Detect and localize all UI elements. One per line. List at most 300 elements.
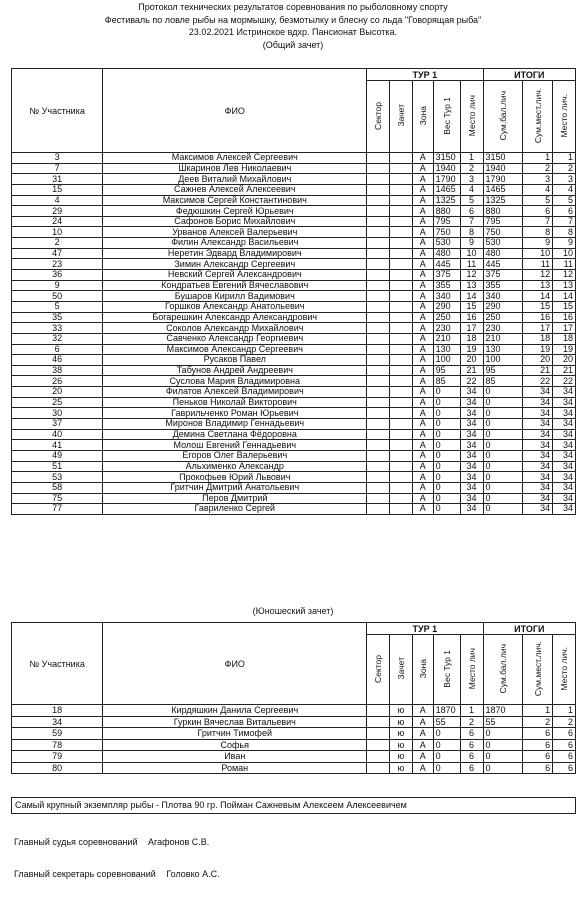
place-cell: 18 — [460, 333, 483, 344]
final-place-cell: 34 — [553, 429, 576, 440]
chief-secretary-label: Главный секретарь соревнований — [14, 869, 156, 879]
zachet-cell — [390, 408, 413, 419]
general-result-row — [12, 280, 576, 291]
junior-col-final-place-header: Место лич. — [553, 635, 576, 705]
weight-cell: 95 — [433, 365, 460, 376]
place-cell: 15 — [460, 301, 483, 312]
participant-number: 58 — [12, 482, 103, 493]
zachet-cell: ю — [390, 705, 413, 717]
general-result-row — [12, 344, 576, 355]
participant-name: Горшков Александр Анатольевич — [103, 301, 367, 312]
sector-cell — [367, 291, 390, 302]
sum-places-cell: 34 — [522, 482, 552, 493]
sum-points-cell: 0 — [483, 493, 522, 504]
junior-results-table — [11, 622, 576, 774]
weight-cell: 0 — [433, 440, 460, 451]
participant-name: Соколов Александр Михайлович — [103, 323, 367, 334]
general-result-row — [12, 493, 576, 504]
zachet-cell — [390, 397, 413, 408]
general-result-row — [12, 450, 576, 461]
junior-col-fio-header: ФИО — [103, 623, 367, 705]
place-cell: 34 — [460, 397, 483, 408]
participant-name: Гаврильченко Роман Юрьевич — [103, 408, 367, 419]
general-result-row — [12, 408, 576, 419]
participant-number: 15 — [12, 184, 103, 195]
final-place-cell: 6 — [553, 728, 576, 740]
participant-number: 51 — [12, 461, 103, 472]
sum-places-cell: 34 — [522, 493, 552, 504]
final-place-cell: 16 — [553, 312, 576, 323]
zachet-cell — [390, 323, 413, 334]
participant-name: Сажнев Алексей Алексеевич — [103, 184, 367, 195]
zone-cell: А — [412, 163, 433, 174]
zachet-cell — [390, 450, 413, 461]
sum-points-cell: 0 — [483, 504, 522, 515]
zone-cell: А — [412, 312, 433, 323]
final-place-cell: 14 — [553, 291, 576, 302]
final-place-cell: 34 — [553, 461, 576, 472]
place-cell: 34 — [460, 472, 483, 483]
final-place-cell: 6 — [553, 751, 576, 763]
sector-cell — [367, 461, 390, 472]
sector-cell — [367, 450, 390, 461]
sum-places-cell: 1 — [522, 153, 552, 164]
sector-cell — [367, 728, 390, 740]
final-place-cell: 18 — [553, 333, 576, 344]
place-cell: 10 — [460, 248, 483, 259]
participant-number: 5 — [12, 301, 103, 312]
weight-cell: 1940 — [433, 163, 460, 174]
zachet-cell — [390, 301, 413, 312]
weight-cell: 0 — [433, 504, 460, 515]
zachet-cell — [390, 227, 413, 238]
junior-col-zone-header: Зона — [412, 635, 433, 705]
weight-cell: 0 — [433, 751, 460, 763]
zachet-cell — [390, 355, 413, 366]
col-weight-header: Вес Тур 1 — [433, 81, 460, 153]
place-cell: 17 — [460, 323, 483, 334]
participant-number: 49 — [12, 450, 103, 461]
zone-cell: А — [412, 259, 433, 270]
sector-cell — [367, 195, 390, 206]
final-place-cell: 22 — [553, 376, 576, 387]
sum-points-cell: 340 — [483, 291, 522, 302]
sum-points-cell: 0 — [483, 728, 522, 740]
final-place-cell: 2 — [553, 163, 576, 174]
participant-number: 75 — [12, 493, 103, 504]
participant-name: Иван — [103, 751, 367, 763]
participant-number: 41 — [12, 440, 103, 451]
participant-number: 26 — [12, 376, 103, 387]
zachet-cell — [390, 461, 413, 472]
participant-name: Кондратьев Евгений Вячеславович — [103, 280, 367, 291]
participant-name: Федюшкин Сергей Юрьевич — [103, 206, 367, 217]
participant-name: Демина Светлана Фёдоровна — [103, 429, 367, 440]
participant-number: 46 — [12, 355, 103, 366]
participant-name: Савченко Александр Георгиевич — [103, 333, 367, 344]
sum-places-cell: 20 — [522, 355, 552, 366]
zachet-cell — [390, 163, 413, 174]
final-place-cell: 3 — [553, 174, 576, 185]
sum-places-cell: 34 — [522, 429, 552, 440]
zachet-cell — [390, 312, 413, 323]
sum-places-cell: 34 — [522, 450, 552, 461]
participant-name: Софья — [103, 739, 367, 751]
junior-col-sector-header: Сектор — [367, 635, 390, 705]
sum-places-cell: 9 — [522, 238, 552, 249]
participant-number: 50 — [12, 291, 103, 302]
participant-number: 33 — [12, 323, 103, 334]
zachet-cell: ю — [390, 751, 413, 763]
header-title: Протокол технических результатов соревнования по рыболовному спорту — [138, 2, 448, 12]
final-place-cell: 34 — [553, 472, 576, 483]
general-result-row — [12, 472, 576, 483]
sum-points-cell: 230 — [483, 323, 522, 334]
sector-cell — [367, 739, 390, 751]
sum-places-cell: 34 — [522, 461, 552, 472]
place-cell: 34 — [460, 493, 483, 504]
zone-cell: А — [412, 248, 433, 259]
participant-name: Перов Дмитрий — [103, 493, 367, 504]
sum-points-cell: 0 — [483, 482, 522, 493]
general-result-row — [12, 259, 576, 270]
general-result-row — [12, 216, 576, 227]
sector-cell — [367, 206, 390, 217]
final-place-cell: 20 — [553, 355, 576, 366]
final-place-cell: 34 — [553, 387, 576, 398]
zone-cell: А — [412, 461, 433, 472]
general-result-row — [12, 270, 576, 281]
final-place-cell: 8 — [553, 227, 576, 238]
zachet-cell — [390, 440, 413, 451]
participant-number: 10 — [12, 227, 103, 238]
zone-cell: А — [412, 270, 433, 281]
zone-cell: А — [412, 291, 433, 302]
final-place-cell: 4 — [553, 184, 576, 195]
final-place-cell: 15 — [553, 301, 576, 312]
participant-name: Русаков Павел — [103, 355, 367, 366]
sector-cell — [367, 355, 390, 366]
zone-cell: А — [412, 153, 433, 164]
sum-places-cell: 13 — [522, 280, 552, 291]
protocol-header — [0, 0, 586, 51]
general-result-row — [12, 301, 576, 312]
weight-cell: 0 — [433, 408, 460, 419]
sector-cell — [367, 408, 390, 419]
place-cell: 19 — [460, 344, 483, 355]
sum-places-cell: 14 — [522, 291, 552, 302]
zachet-cell — [390, 206, 413, 217]
col-sum-points-header: Сум.бал.лич — [483, 81, 522, 153]
place-cell: 14 — [460, 291, 483, 302]
col-place-header: Место лич — [460, 81, 483, 153]
participant-number: 4 — [12, 195, 103, 206]
participant-number: 6 — [12, 344, 103, 355]
sum-places-cell: 34 — [522, 397, 552, 408]
sector-cell — [367, 504, 390, 515]
participant-number: 7 — [12, 163, 103, 174]
place-cell: 6 — [460, 206, 483, 217]
sector-cell — [367, 301, 390, 312]
general-result-row — [12, 184, 576, 195]
place-cell: 6 — [460, 762, 483, 774]
zone-cell: А — [412, 238, 433, 249]
zone-cell: А — [412, 397, 433, 408]
weight-cell: 0 — [433, 482, 460, 493]
weight-cell: 880 — [433, 206, 460, 217]
zachet-cell: ю — [390, 739, 413, 751]
sector-cell — [367, 472, 390, 483]
sum-points-cell: 1790 — [483, 174, 522, 185]
final-place-cell: 9 — [553, 238, 576, 249]
zachet-cell — [390, 184, 413, 195]
chief-judge-line — [14, 837, 209, 847]
participant-name: Прокофьев Юрий Львович — [103, 472, 367, 483]
sum-places-cell: 6 — [522, 206, 552, 217]
place-cell: 1 — [460, 705, 483, 717]
general-result-row — [12, 504, 576, 515]
sum-points-cell: 210 — [483, 333, 522, 344]
final-place-cell: 1 — [553, 705, 576, 717]
weight-cell: 250 — [433, 312, 460, 323]
sum-points-cell: 3150 — [483, 153, 522, 164]
zachet-cell — [390, 280, 413, 291]
sum-points-cell: 130 — [483, 344, 522, 355]
weight-cell: 290 — [433, 301, 460, 312]
zachet-cell — [390, 248, 413, 259]
participant-name: Молош Евгений Геннадьевич — [103, 440, 367, 451]
col-participant-header: № Участника — [12, 69, 103, 153]
sector-cell — [367, 493, 390, 504]
sum-places-cell: 34 — [522, 504, 552, 515]
participant-name: Табунов Андрей Андреевич — [103, 365, 367, 376]
weight-cell: 0 — [433, 739, 460, 751]
zachet-cell: ю — [390, 762, 413, 774]
junior-result-row — [12, 762, 576, 774]
zone-cell: А — [412, 355, 433, 366]
zone-cell: А — [412, 174, 433, 185]
zone-cell: А — [412, 728, 433, 740]
sum-points-cell: 0 — [483, 450, 522, 461]
weight-cell: 0 — [433, 461, 460, 472]
col-zachet-header: Зачет — [390, 81, 413, 153]
sum-points-cell: 0 — [483, 440, 522, 451]
junior-col-zachet-header: Зачет — [390, 635, 413, 705]
final-place-cell: 34 — [553, 450, 576, 461]
zachet-cell — [390, 493, 413, 504]
participant-number: 2 — [12, 238, 103, 249]
sum-points-cell: 750 — [483, 227, 522, 238]
sum-places-cell: 34 — [522, 408, 552, 419]
sector-cell — [367, 184, 390, 195]
zone-cell: А — [412, 482, 433, 493]
general-result-row — [12, 323, 576, 334]
final-place-cell: 34 — [553, 504, 576, 515]
final-place-cell: 19 — [553, 344, 576, 355]
participant-number: 40 — [12, 429, 103, 440]
sum-places-cell: 17 — [522, 323, 552, 334]
general-result-row — [12, 397, 576, 408]
sector-cell — [367, 248, 390, 259]
general-result-row — [12, 440, 576, 451]
participant-number: 29 — [12, 206, 103, 217]
general-result-row — [12, 291, 576, 302]
junior-result-row — [12, 739, 576, 751]
sector-cell — [367, 216, 390, 227]
place-cell: 34 — [460, 504, 483, 515]
sum-points-cell: 530 — [483, 238, 522, 249]
junior-result-row — [12, 751, 576, 763]
participant-name: Гритчин Тимофей — [103, 728, 367, 740]
participant-name: Невский Сергей Александрович — [103, 270, 367, 281]
zachet-cell — [390, 174, 413, 185]
zone-cell: А — [412, 344, 433, 355]
sum-points-cell: 1940 — [483, 163, 522, 174]
general-result-row — [12, 482, 576, 493]
place-cell: 34 — [460, 461, 483, 472]
participant-number: 30 — [12, 408, 103, 419]
sum-points-cell: 100 — [483, 355, 522, 366]
zone-cell: А — [412, 472, 433, 483]
weight-cell: 0 — [433, 450, 460, 461]
sector-cell — [367, 365, 390, 376]
tour1-group-header: ТУР 1 — [367, 69, 483, 81]
general-result-row — [12, 387, 576, 398]
junior-tour1-group-header: ТУР 1 — [367, 623, 483, 635]
zachet-cell — [390, 153, 413, 164]
junior-col-sum-points-header: Сум.бал.лич — [483, 635, 522, 705]
place-cell: 7 — [460, 216, 483, 227]
final-place-cell: 34 — [553, 419, 576, 430]
participant-name: Альхименко Александр — [103, 461, 367, 472]
place-cell: 21 — [460, 365, 483, 376]
zachet-cell — [390, 238, 413, 249]
sum-points-cell: 480 — [483, 248, 522, 259]
participant-number: 79 — [12, 751, 103, 763]
sum-places-cell: 5 — [522, 195, 552, 206]
junior-col-weight-header: Вес Тур 1 — [433, 635, 460, 705]
sector-cell — [367, 270, 390, 281]
final-place-cell: 34 — [553, 397, 576, 408]
zone-cell: А — [412, 762, 433, 774]
sum-points-cell: 0 — [483, 387, 522, 398]
sector-cell — [367, 323, 390, 334]
zone-cell: А — [412, 440, 433, 451]
sum-points-cell: 95 — [483, 365, 522, 376]
general-result-row — [12, 312, 576, 323]
zone-cell: А — [412, 301, 433, 312]
sum-points-cell: 355 — [483, 280, 522, 291]
participant-name: Максимов Алексей Сергеевич — [103, 153, 367, 164]
zone-cell: А — [412, 419, 433, 430]
place-cell: 34 — [460, 450, 483, 461]
sector-cell — [367, 751, 390, 763]
weight-cell: 55 — [433, 716, 460, 728]
zone-cell: А — [412, 376, 433, 387]
sum-points-cell: 0 — [483, 472, 522, 483]
final-place-cell: 6 — [553, 739, 576, 751]
col-zone-header: Зона — [412, 81, 433, 153]
col-sector-header: Сектор — [367, 81, 390, 153]
general-result-row — [12, 195, 576, 206]
sum-points-cell: 250 — [483, 312, 522, 323]
participant-number: 77 — [12, 504, 103, 515]
zachet-cell — [390, 344, 413, 355]
zone-cell: А — [412, 504, 433, 515]
participant-number: 32 — [12, 333, 103, 344]
place-cell: 2 — [460, 163, 483, 174]
sector-cell — [367, 376, 390, 387]
final-place-cell: 11 — [553, 259, 576, 270]
zachet-cell — [390, 291, 413, 302]
sum-places-cell: 22 — [522, 376, 552, 387]
place-cell: 5 — [460, 195, 483, 206]
place-cell: 34 — [460, 408, 483, 419]
weight-cell: 1870 — [433, 705, 460, 717]
zone-cell: А — [412, 751, 433, 763]
zachet-cell — [390, 472, 413, 483]
place-cell: 16 — [460, 312, 483, 323]
sum-places-cell: 2 — [522, 163, 552, 174]
place-cell: 6 — [460, 739, 483, 751]
zachet-cell — [390, 365, 413, 376]
sector-cell — [367, 163, 390, 174]
weight-cell: 795 — [433, 216, 460, 227]
weight-cell: 230 — [433, 323, 460, 334]
col-sum-places-header: Сум.мест.лич. — [522, 81, 552, 153]
sector-cell — [367, 344, 390, 355]
participant-name: Шкаринов Лев Николаевич — [103, 163, 367, 174]
sector-cell — [367, 705, 390, 717]
place-cell: 9 — [460, 238, 483, 249]
col-fio-header: ФИО — [103, 69, 367, 153]
zachet-cell — [390, 419, 413, 430]
weight-cell: 0 — [433, 387, 460, 398]
sector-cell — [367, 716, 390, 728]
place-cell: 11 — [460, 259, 483, 270]
sum-points-cell: 0 — [483, 429, 522, 440]
participant-name: Филин Александр Васильевич — [103, 238, 367, 249]
sum-points-cell: 0 — [483, 408, 522, 419]
weight-cell: 355 — [433, 280, 460, 291]
zone-cell: А — [412, 333, 433, 344]
sector-cell — [367, 238, 390, 249]
sum-places-cell: 7 — [522, 216, 552, 227]
sum-points-cell: 1325 — [483, 195, 522, 206]
participant-name: Егоров Олег Валерьевич — [103, 450, 367, 461]
sector-cell — [367, 259, 390, 270]
zone-cell: А — [412, 280, 433, 291]
weight-cell: 0 — [433, 419, 460, 430]
final-place-cell: 5 — [553, 195, 576, 206]
participant-number: 23 — [12, 259, 103, 270]
weight-cell: 0 — [433, 397, 460, 408]
participant-name: Бушаров Кирилл Вадимович — [103, 291, 367, 302]
place-cell: 12 — [460, 270, 483, 281]
participant-name: Гритчин Дмитрий Анатольевич — [103, 482, 367, 493]
place-cell: 22 — [460, 376, 483, 387]
junior-result-row — [12, 728, 576, 740]
weight-cell: 530 — [433, 238, 460, 249]
final-place-cell: 34 — [553, 482, 576, 493]
sum-points-cell: 0 — [483, 751, 522, 763]
general-result-row — [12, 153, 576, 164]
participant-name: Деев Виталий Михайлович — [103, 174, 367, 185]
weight-cell: 445 — [433, 259, 460, 270]
participant-name: Максимов Александр Сергеевич — [103, 344, 367, 355]
place-cell: 34 — [460, 429, 483, 440]
weight-cell: 0 — [433, 762, 460, 774]
